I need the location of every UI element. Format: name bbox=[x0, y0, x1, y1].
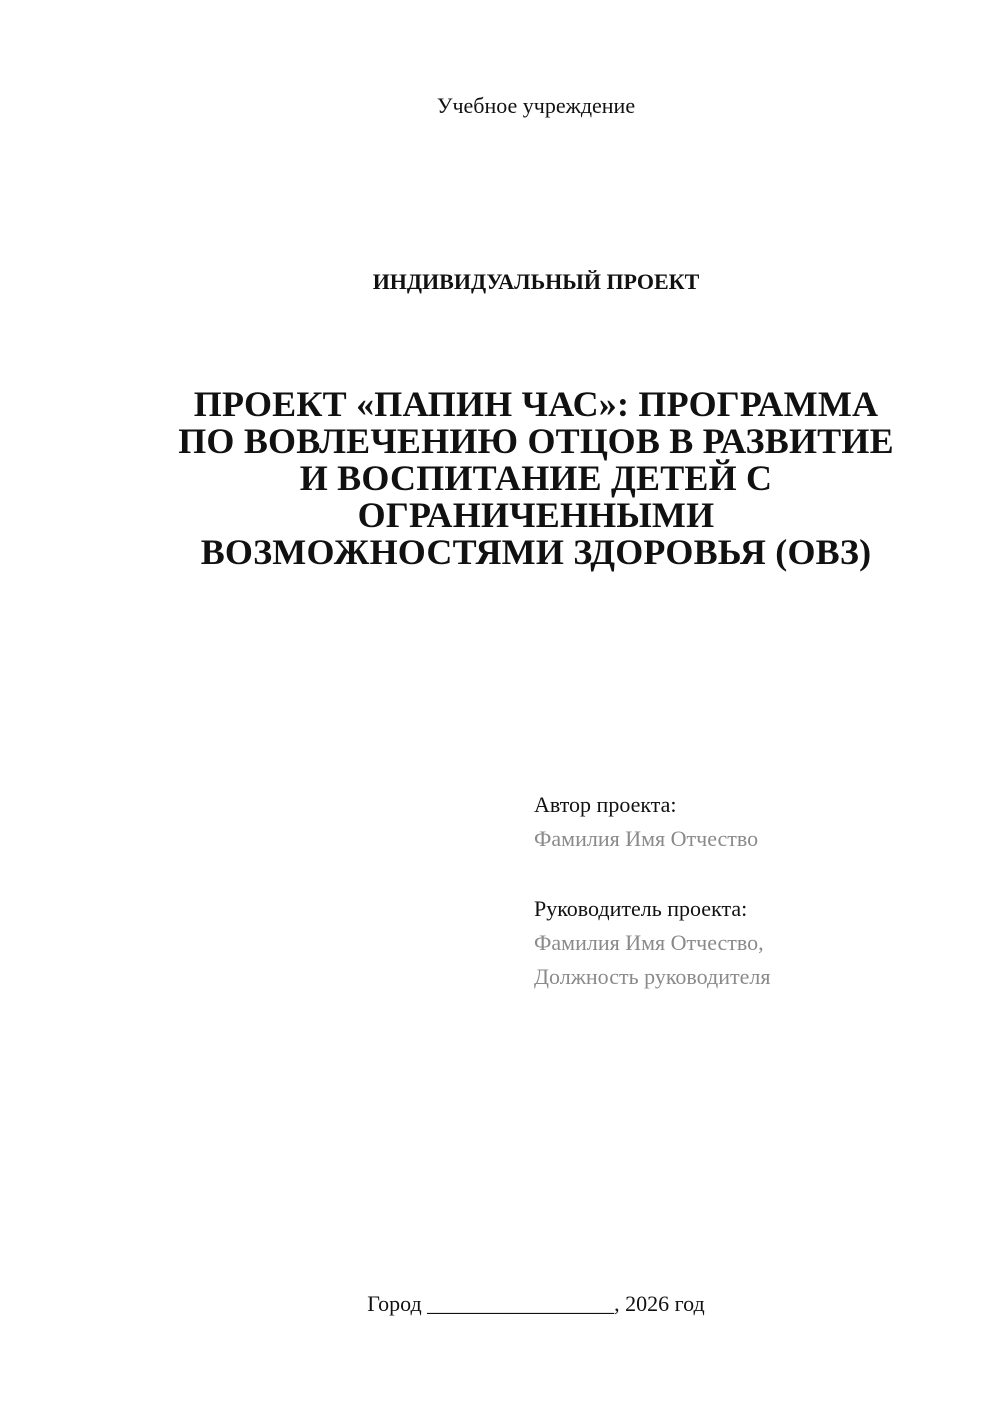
supervisor-position: Должность руководителя bbox=[534, 964, 771, 989]
institution-name: Учебное учреждение bbox=[436, 93, 636, 118]
project-title-line: ВОЗМОЖНОСТЯМИ ЗДОРОВЬЯ (ОВЗ) bbox=[200, 532, 872, 572]
supervisor-name: Фамилия Имя Отчество, bbox=[534, 930, 764, 955]
author-name: Фамилия Имя Отчество bbox=[534, 826, 759, 851]
project-title-line: ПРОЕКТ «ПАПИН ЧАС»: ПРОГРАММА bbox=[193, 384, 879, 424]
supervisor-block bbox=[534, 894, 974, 994]
city-year-line: Город _________________, 2026 год bbox=[367, 1291, 705, 1316]
project-title-line: ОГРАНИЧЕННЫМИ bbox=[357, 495, 715, 535]
project-title bbox=[130, 386, 942, 571]
document-type: ИНДИВИДУАЛЬНЫЙ ПРОЕКТ bbox=[372, 269, 700, 294]
project-title-line: И ВОСПИТАНИЕ ДЕТЕЙ С bbox=[299, 458, 773, 498]
project-title-line: ПО ВОВЛЕЧЕНИЮ ОТЦОВ В РАЗВИТИЕ bbox=[178, 421, 894, 461]
author-block bbox=[534, 790, 974, 856]
supervisor-label: Руководитель проекта: bbox=[534, 896, 748, 921]
author-label: Автор проекта: bbox=[534, 792, 677, 817]
